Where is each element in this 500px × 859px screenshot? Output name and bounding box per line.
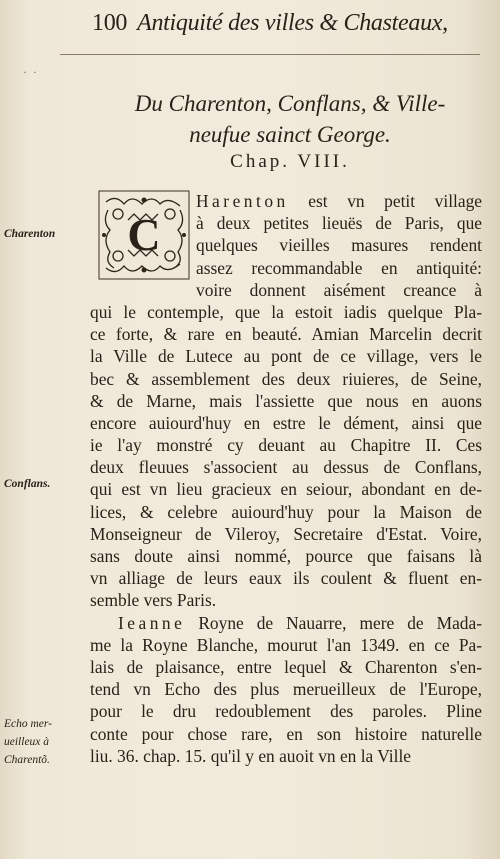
margin-note-conflans: Conflans. [4,478,51,490]
text-line [90,567,482,589]
page-number: 100 [92,10,128,36]
line-text: liu. 36. chap. 15. qu'il y en auoit vn en la Ville [90,745,412,766]
line-text: ie l'ay monstré cy deuant au Chapitre II. Ces [90,435,482,456]
line-text: à deux petites lieuës de Paris, que [196,213,482,234]
line-text: tend vn Echo des plus merueilleux de l'Europe, [90,679,482,700]
running-head [92,10,494,37]
header-rule [60,54,480,55]
line-text: deux fleuues s'associent au dessus de Conflans, [90,457,482,478]
text-line [90,234,482,256]
line-text: qui est vn lieu gracieux en seiour, abondant en de- [90,479,482,500]
line-text: semble vers Paris. [90,590,217,611]
small-caps-word: Harenton [196,191,289,211]
text-line [90,345,482,367]
text-line [90,745,482,767]
line-text: est vn petit village [288,191,482,211]
chapter-title-line-2: neufue sainct George. [189,122,391,147]
line-text: la Ville de Lutece au pont de ce village, vers le [90,346,482,367]
body-text [90,190,482,767]
running-title: Antiquité des villes & Chasteaux, [137,10,448,36]
line-text: lais de plaisance, entre lequel & Charenton s'en- [90,656,482,677]
text-line [90,545,482,567]
text-line [90,700,482,722]
text-line [90,390,482,412]
chapter-number: Chap. VIII. [230,151,350,172]
line-text: conte pour chose rare, en son histoire naturelle [90,723,482,744]
text-line [90,612,482,634]
chapter-title [90,88,490,150]
margin-note-charenton: Charenton [4,228,56,240]
text-line [90,434,482,456]
dropcap-letter: C [127,209,161,260]
text-line [90,279,482,301]
line-text: pour le dru redoublement des paroles. Pline [90,701,482,722]
text-line [90,589,482,611]
text-line [90,412,482,434]
text-line [90,190,482,212]
text-line [90,257,482,279]
line-text: encore auiourd'huy en estre le dément, ainsi que [90,412,482,433]
line-text: me la Royne Blanche, mourut l'an 1349. en ce Pa- [90,634,482,655]
margin-note-echo-1: Echo mer- [4,718,52,730]
line-text: lices, & celebre auiourd'huy pour la Maison de [90,501,482,522]
margin-note-echo-3: Charentõ. [4,754,50,766]
text-line [90,323,482,345]
line-text: vn alliage de leurs eaux ils coulent & fluent en- [90,568,482,589]
line-text: & de Marne, mais l'assiette que nous en auons [90,390,482,411]
text-line [90,212,482,234]
line-text: voire donnent aisément creance à [196,279,482,300]
text-line [90,456,482,478]
line-text: bec & assemblement des deux riuieres, de Seine, [90,368,482,389]
line-text: ce forte, & rare en beauté. Amian Marcelin decrit [90,324,482,345]
chapter-title-line-1: Du Charenton, Conflans, & Ville- [134,91,446,116]
text-line [90,656,482,678]
line-text: Royne de Nauarre, mere de Mada- [185,612,482,633]
text-line [90,634,482,656]
text-line [90,368,482,390]
line-text: assez recommandable en antiquité: [196,257,482,278]
text-line [90,523,482,545]
text-line [90,678,482,700]
text-line [90,501,482,523]
stray-marks: ˙ ˙ [22,70,38,84]
small-caps-word: Ieanne [118,612,186,633]
margin-note-echo-2: ueilleux à [4,736,50,748]
line-text: sans doute ainsi nommé, pource que faisans là [90,546,482,566]
line-text: quelques vieilles masures rendent [196,235,482,256]
line-text: Monseigneur de Vileroy, Secretaire d'Estat. Voire, [90,523,482,544]
text-line [90,478,482,500]
line-text: qui le contemple, que la estoit iadis quelque Pla- [90,301,482,322]
text-line [90,301,482,323]
text-line [90,723,482,745]
